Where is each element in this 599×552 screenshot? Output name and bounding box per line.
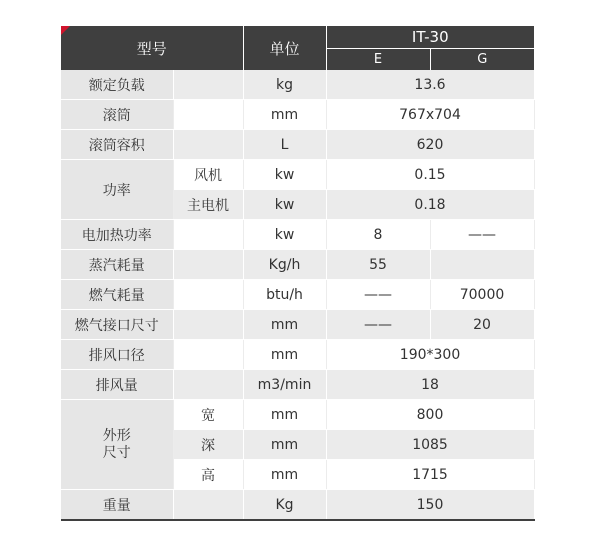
row-unit: kw (243, 160, 326, 190)
row-label-drum: 滚筒 (61, 100, 173, 130)
table-row (61, 100, 534, 130)
row-unit: m3/min (243, 370, 326, 400)
table-row (61, 130, 534, 160)
row-unit: L (243, 130, 326, 160)
table-row (61, 280, 534, 310)
row-label-gas-port: 燃气接口尺寸 (61, 310, 173, 340)
dimensions-label-line1: 外形 (102, 427, 131, 444)
row-sub-empty (173, 100, 243, 130)
row-sub-empty (173, 490, 243, 521)
row-value-e: —— (326, 280, 430, 310)
row-unit: Kg (243, 490, 326, 521)
row-sub-empty (173, 250, 243, 280)
row-value-g: 70000 (430, 280, 534, 310)
row-value: 150 (326, 490, 534, 521)
row-unit: mm (243, 460, 326, 490)
row-sub-label-height: 高 (173, 460, 243, 490)
row-sub-label-depth: 深 (173, 430, 243, 460)
row-value: 18 (326, 370, 534, 400)
table-row (61, 340, 534, 370)
row-label-drum-volume: 滚筒容积 (61, 130, 173, 160)
row-unit: mm (243, 310, 326, 340)
row-sub-empty (173, 70, 243, 100)
row-value: 0.15 (326, 160, 534, 190)
row-unit: mm (243, 340, 326, 370)
row-value: 13.6 (326, 70, 534, 100)
row-label-steam: 蒸汽耗量 (61, 250, 173, 280)
row-label-heat-power: 电加热功率 (61, 220, 173, 250)
row-sub-empty (173, 310, 243, 340)
row-sub-label-motor: 主电机 (173, 190, 243, 220)
header-variant-e: E (326, 49, 430, 71)
header-model-label: 型号 (61, 26, 243, 70)
table-row (61, 160, 534, 190)
red-corner-mark (61, 26, 70, 35)
row-value-e: —— (326, 310, 430, 340)
row-value-g: —— (430, 220, 534, 250)
row-value-g: 20 (430, 310, 534, 340)
row-sub-empty (173, 220, 243, 250)
table-row (61, 220, 534, 250)
row-unit: kw (243, 220, 326, 250)
table-header (61, 26, 534, 70)
spec-table-container (61, 26, 534, 521)
row-value-g (430, 250, 534, 280)
row-label-weight: 重量 (61, 490, 173, 521)
row-unit: Kg/h (243, 250, 326, 280)
row-value: 1085 (326, 430, 534, 460)
row-label-dimensions (61, 400, 173, 490)
row-sub-empty (173, 340, 243, 370)
row-sub-label-width: 宽 (173, 400, 243, 430)
spec-table (61, 26, 535, 521)
row-unit: mm (243, 100, 326, 130)
header-unit-label: 单位 (243, 26, 326, 70)
row-value: 620 (326, 130, 534, 160)
row-sub-label-fan: 风机 (173, 160, 243, 190)
table-row (61, 250, 534, 280)
row-value: 0.18 (326, 190, 534, 220)
table-row (61, 310, 534, 340)
row-label-exhaust-volume: 排风量 (61, 370, 173, 400)
table-body (61, 70, 534, 520)
table-row (61, 400, 534, 430)
row-label-exhaust-diameter: 排风口径 (61, 340, 173, 370)
row-value-e: 8 (326, 220, 430, 250)
header-variant-g: G (430, 49, 534, 71)
row-value: 800 (326, 400, 534, 430)
table-row (61, 370, 534, 400)
row-value-e: 55 (326, 250, 430, 280)
dimensions-label-line2: 尺寸 (102, 444, 131, 461)
row-value: 190*300 (326, 340, 534, 370)
row-value: 1715 (326, 460, 534, 490)
row-unit: mm (243, 430, 326, 460)
row-unit: mm (243, 400, 326, 430)
row-sub-empty (173, 370, 243, 400)
header-model-name: IT-30 (326, 26, 534, 49)
row-sub-empty (173, 130, 243, 160)
row-unit: btu/h (243, 280, 326, 310)
row-label-power: 功率 (61, 160, 173, 220)
row-sub-empty (173, 280, 243, 310)
row-unit: kw (243, 190, 326, 220)
row-label-load: 额定负载 (61, 70, 173, 100)
table-row (61, 490, 534, 521)
row-unit: kg (243, 70, 326, 100)
row-value: 767x704 (326, 100, 534, 130)
table-row (61, 70, 534, 100)
row-label-gas: 燃气耗量 (61, 280, 173, 310)
